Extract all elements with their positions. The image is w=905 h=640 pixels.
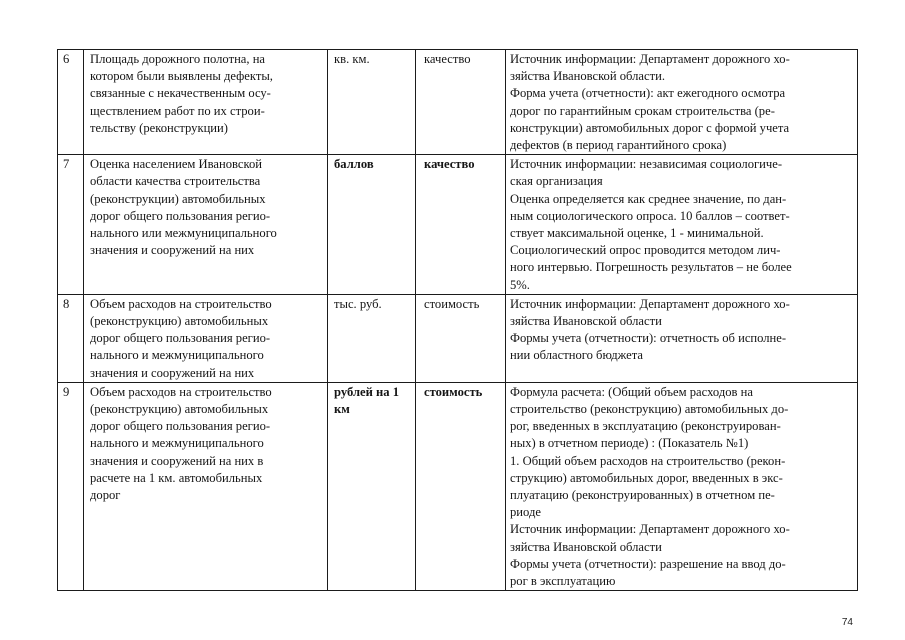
information-source: Формула расчета: (Общий объем расходов на строительство (реконструкцию) автомобильных до- рог, введенных в эксплуатацию (реконструирован- ных) в отчетном периоде) : (Показатель №1) 1. Общий объем расходов на строительство (рекон- струкцию) автомобильных дорог, введенных в экс- плуатацию (реконструированных) в отчетном пе- риоде Источник информации: Департамент дорожного хо- зяйства Ивановской области Формы учета (отчетности): разрешение на ввод до- рог в эксплуатацию (506, 382, 858, 590)
unit-of-measure: рублей на 1 км (328, 382, 416, 590)
unit-of-measure: кв. км. (328, 50, 416, 155)
indicator-type: качество (416, 50, 506, 155)
table-row (58, 382, 858, 590)
table-row (58, 294, 858, 382)
indicator-name: Объем расходов на строительство (реконструкцию) автомобильных дорог общего пользования регио- нального и межмуниципального значения и сооружений на них (84, 294, 328, 382)
row-number: 8 (58, 294, 84, 382)
information-source: Источник информации: независимая социологиче- ская организация Оценка определяется как среднее значение, по дан- ным социологического опроса. 10 баллов – соответ- ствует максимальной оценке, 1 - минимальной. Социологический опрос проводится методом лич- ного интервью. Погрешность результатов – не более 5%. (506, 155, 858, 295)
row-number: 7 (58, 155, 84, 295)
indicators-table (57, 49, 858, 591)
table-row (58, 155, 858, 295)
indicator-name: Площадь дорожного полотна, на котором были выявлены дефекты, связанные с некачественным осу- ществлением работ по их строи- тельству (реконструкции) (84, 50, 328, 155)
indicator-type: качество (416, 155, 506, 295)
unit-of-measure: баллов (328, 155, 416, 295)
information-source: Источник информации: Департамент дорожного хо- зяйства Ивановской области. Форма учета (отчетности): акт ежегодного осмотра дорог по гарантийным срокам строительства (ре- конструкции) автомобильных дорог с формой учета дефектов (в период гарантийного срока) (506, 50, 858, 155)
information-source: Источник информации: Департамент дорожного хо- зяйства Ивановской области Формы учета (отчетности): отчетность об исполне- нии областного бюджета (506, 294, 858, 382)
indicator-type: стоимость (416, 382, 506, 590)
table-row (58, 50, 858, 155)
indicator-name: Оценка населением Ивановской области качества строительства (реконструкции) автомобильных дорог общего пользования регио- нального или межмуниципального значения и сооружений на них (84, 155, 328, 295)
indicator-name: Объем расходов на строительство (реконструкцию) автомобильных дорог общего пользования регио- нального и межмуниципального значения и сооружений на них в расчете на 1 км. автомобильных дорог (84, 382, 328, 590)
indicator-type: стоимость (416, 294, 506, 382)
row-number: 9 (58, 382, 84, 590)
page-number: 74 (841, 617, 853, 628)
unit-of-measure: тыс. руб. (328, 294, 416, 382)
row-number: 6 (58, 50, 84, 155)
